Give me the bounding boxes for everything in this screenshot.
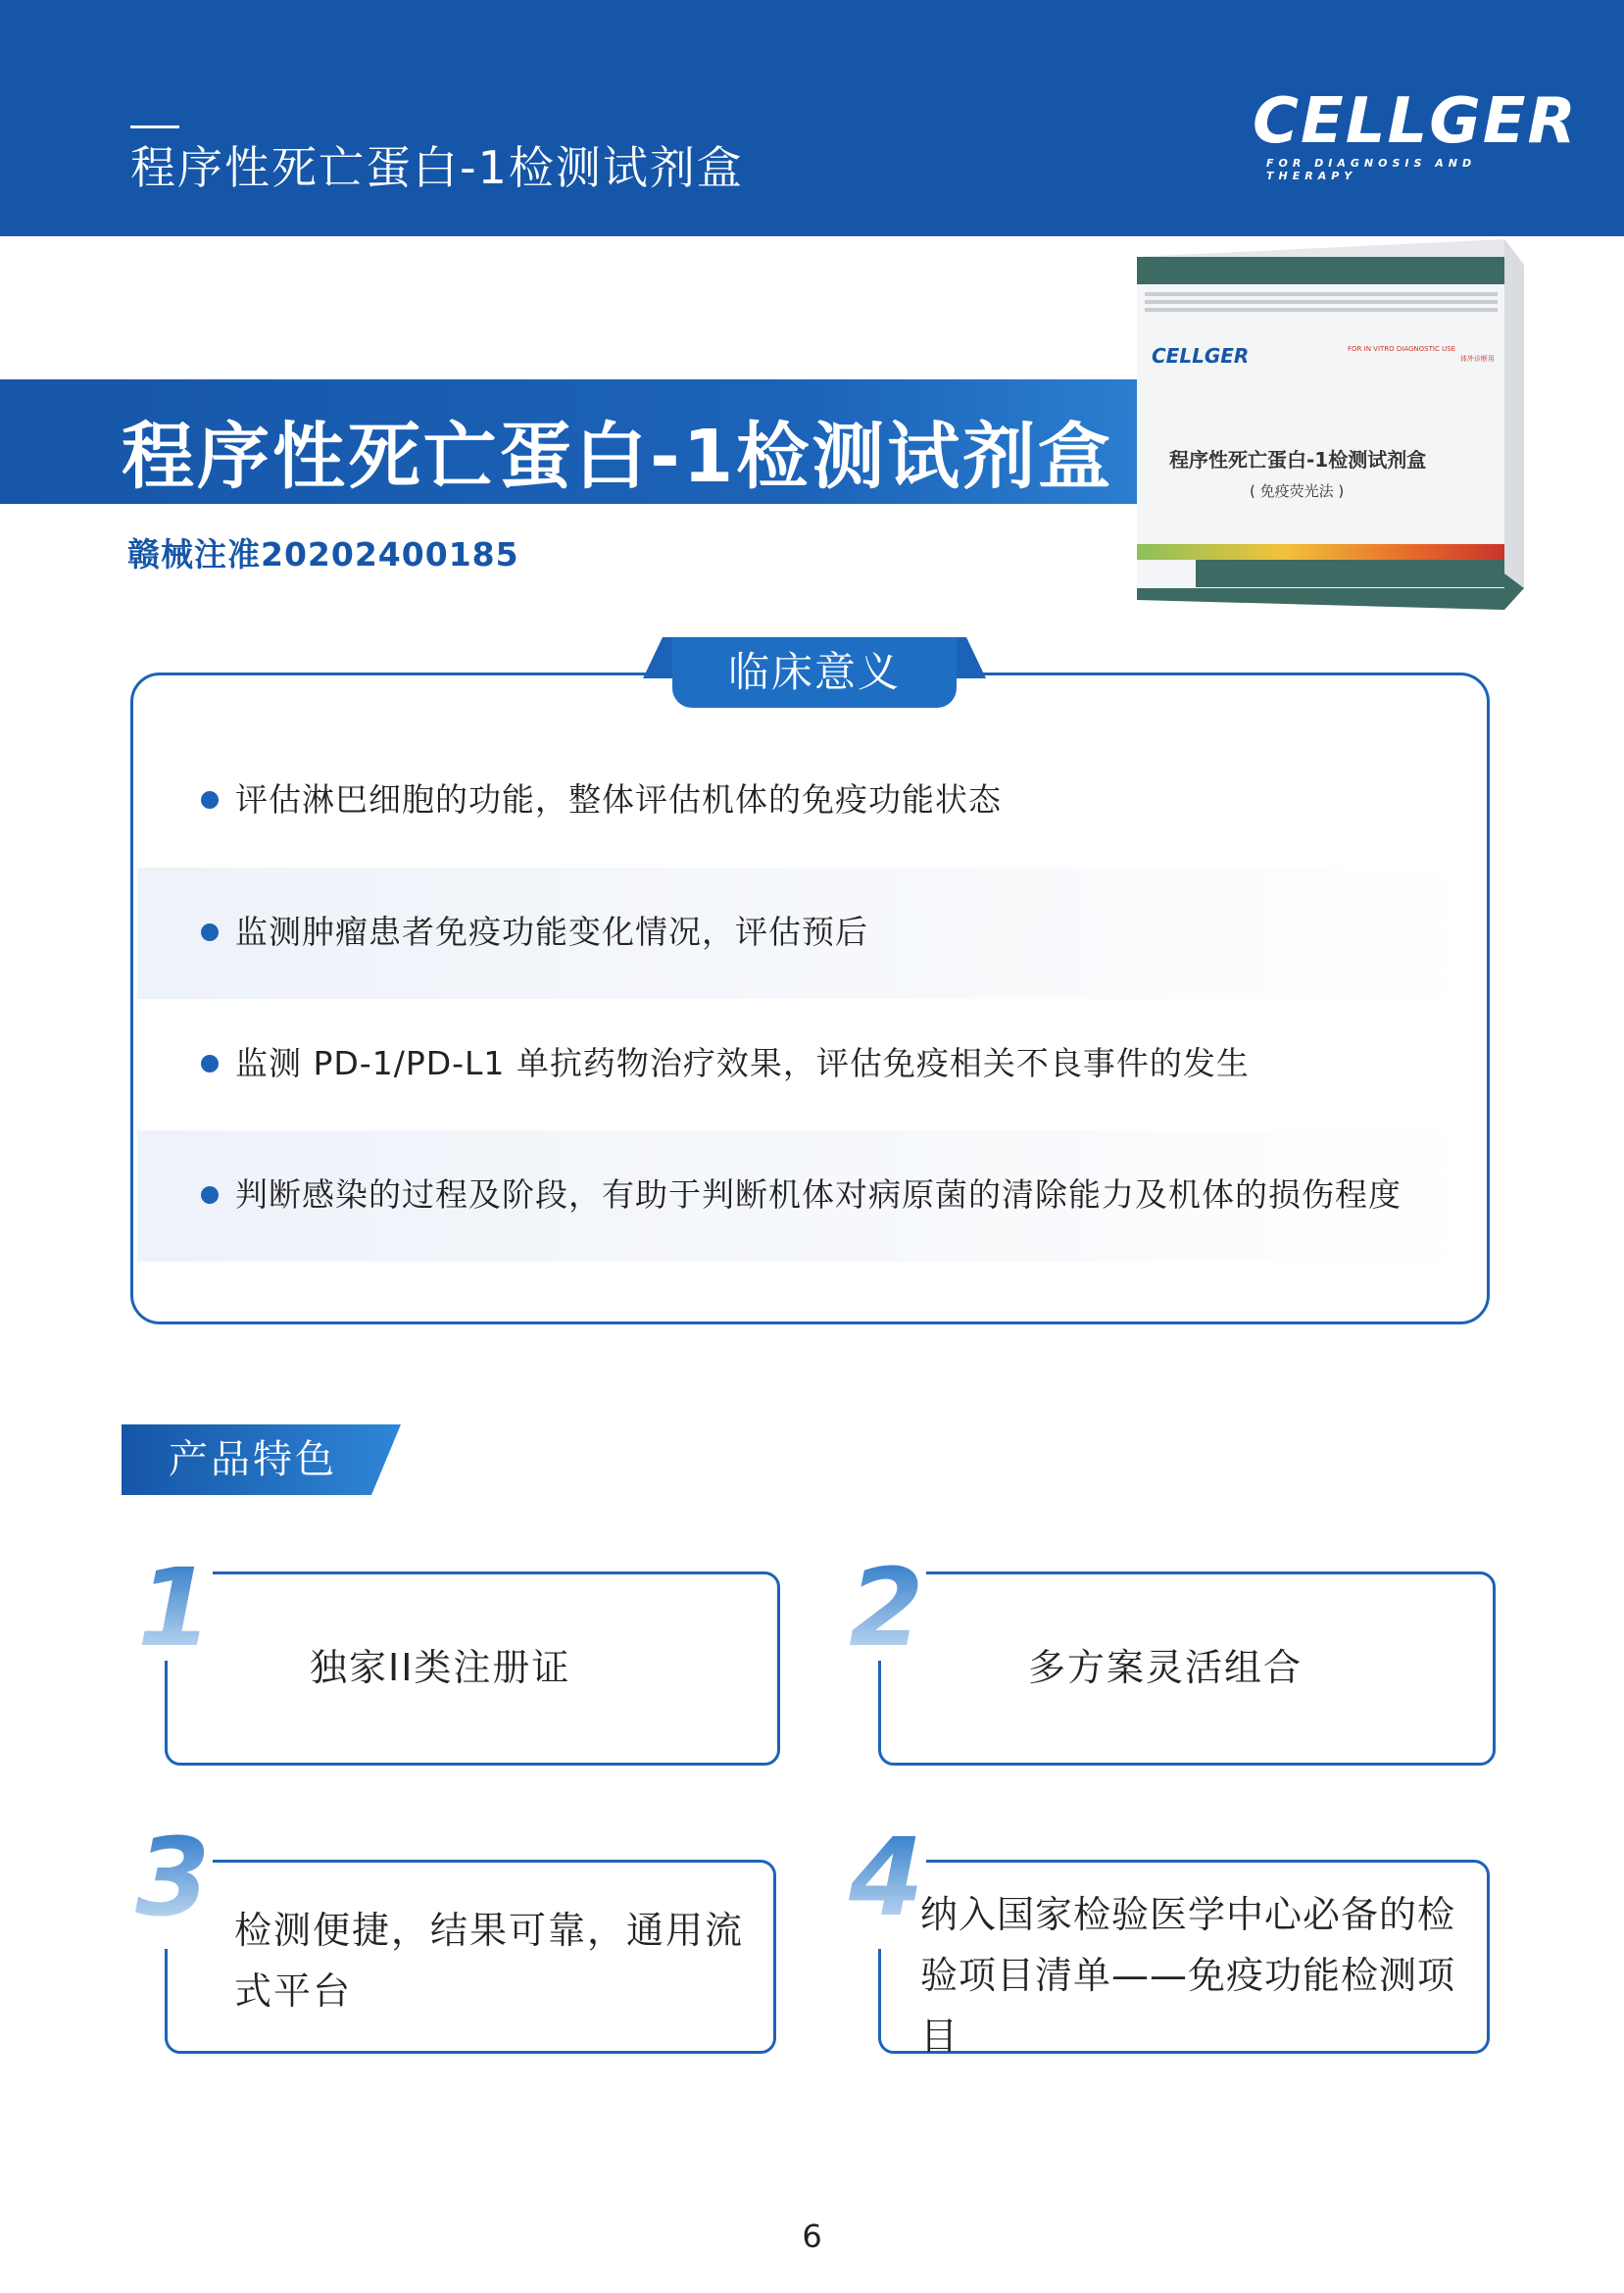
feature-card <box>878 1860 1490 2058</box>
clinical-significance-tab <box>643 637 986 708</box>
features-tag-label: 产品特色 <box>169 1437 337 1482</box>
feature-number-text: 4 <box>849 1821 924 1929</box>
feature-number <box>135 1821 214 1946</box>
bullet-icon <box>201 1055 219 1072</box>
clinical-tab-label: 临床意义 <box>727 648 901 696</box>
logo-tagline: FOR DIAGNOSIS AND THERAPY <box>1266 157 1477 182</box>
brand-logo <box>1253 85 1578 188</box>
feature-number <box>137 1552 206 1676</box>
feature-number-text: 3 <box>135 1821 211 1929</box>
clinical-item <box>137 999 1480 1130</box>
box-usage-en: FOR IN VITRO DIAGNOSTIC USE <box>1348 345 1456 353</box>
feature-number <box>849 1821 927 1946</box>
product-box-image <box>1137 235 1529 618</box>
product-title-banner <box>0 379 1142 504</box>
clinical-item-text: 判断感染的过程及阶段，有助于判断机体对病原菌的清除能力及机体的损伤程度 <box>235 1175 1402 1214</box>
feature-card <box>165 1571 780 1766</box>
product-title: 程序性死亡蛋白-1检测试剂盒 <box>122 415 1114 499</box>
box-method: ( 免疫荧光法 ) <box>1250 482 1345 500</box>
feature-card-text: 多方案灵活组合 <box>1028 1646 1304 1689</box>
bullet-icon <box>201 1186 219 1204</box>
box-brand: CELLGER <box>1152 344 1250 368</box>
clinical-item <box>137 1130 1480 1262</box>
product-features-tag <box>122 1424 401 1495</box>
clinical-item-text: 评估淋巴细胞的功能，整体评估机体的免疫功能状态 <box>235 780 1002 819</box>
feature-number-text: 1 <box>137 1552 206 1660</box>
registration-number: 赣械注准20202400185 <box>127 535 519 573</box>
bullet-icon <box>201 791 219 809</box>
feature-number <box>849 1552 927 1676</box>
feature-number-text: 2 <box>849 1552 924 1660</box>
title-accent-line <box>130 125 179 128</box>
header-title: 程序性死亡蛋白-1检测试剂盒 <box>130 141 744 194</box>
feature-card-text: 纳入国家检验医学中心必备的检 验项目清单——免疫功能检测项目 <box>920 1893 1456 2058</box>
feature-card-text: 检测便捷，结果可靠，通用流 式平台 <box>234 1909 745 2013</box>
header-bar <box>0 0 1624 236</box>
logo-wordmark: CELLGER <box>1253 85 1578 158</box>
feature-card <box>165 1860 776 2054</box>
clinical-item-text: 监测 PD-1/PD-L1 单抗药物治疗效果，评估免疫相关不良事件的发生 <box>235 1044 1250 1082</box>
page-number: 6 <box>802 2218 822 2255</box>
box-usage-cn: 体外诊断用 <box>1460 355 1495 363</box>
clinical-item <box>137 868 1480 999</box>
bullet-icon <box>201 923 219 941</box>
feature-card <box>878 1571 1496 1766</box>
clinical-item <box>137 735 1480 867</box>
box-product-name: 程序性死亡蛋白-1检测试剂盒 <box>1169 448 1427 472</box>
clinical-item-text: 监测肿瘤患者免疫功能变化情况，评估预后 <box>235 913 868 951</box>
feature-card-text: 独家II类注册证 <box>310 1646 571 1689</box>
